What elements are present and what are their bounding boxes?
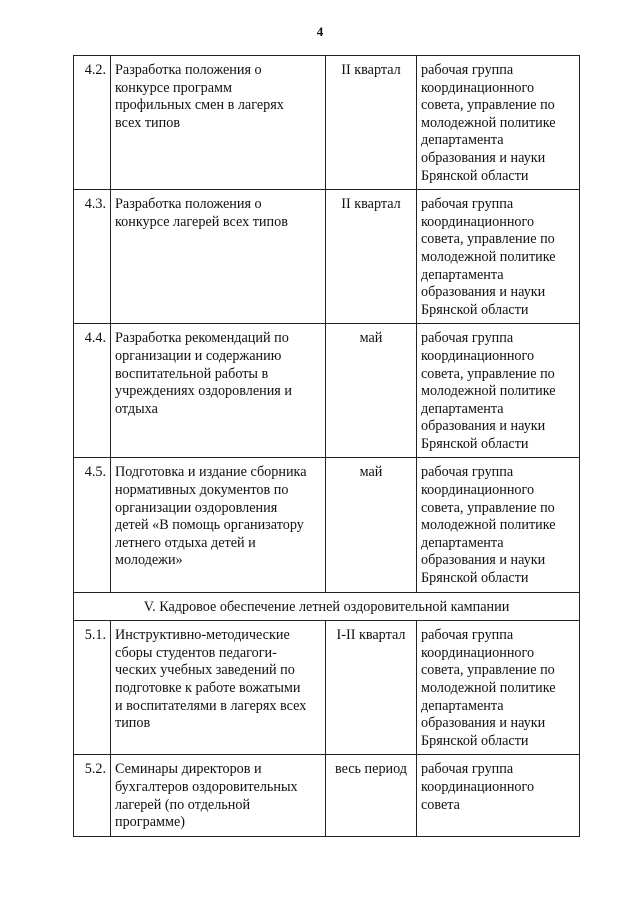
- table-row: [74, 458, 580, 592]
- table-row: [74, 755, 580, 836]
- item-term: II квартал: [326, 56, 417, 190]
- item-task: Подготовка и издание сборника нормативных документов по организации оздоровления детей «В помощь организатору летнего отдыха детей и молодежи»: [111, 458, 326, 592]
- item-executor: рабочая группа координационного совета, управление по молодежной политике департамента образования и науки Брянской области: [417, 621, 580, 755]
- item-term: I-II квартал: [326, 621, 417, 755]
- item-number: 4.5.: [74, 458, 111, 592]
- item-executor: рабочая группа координационного совета, управление по молодежной политике департамента образования и науки Брянской области: [417, 190, 580, 324]
- item-executor: рабочая группа координационного совета: [417, 755, 580, 836]
- item-number: 4.3.: [74, 190, 111, 324]
- item-number: 5.2.: [74, 755, 111, 836]
- plan-table: [73, 55, 580, 837]
- item-executor: рабочая группа координационного совета, управление по молодежной политике департамента образования и науки Брянской области: [417, 458, 580, 592]
- item-term: май: [326, 324, 417, 458]
- item-task: Разработка рекомендаций по организации и содержанию воспитательной работы в учреждениях оздоровления и отдыха: [111, 324, 326, 458]
- page-number: 4: [316, 24, 324, 39]
- item-term: весь период: [326, 755, 417, 836]
- table-row: [74, 56, 580, 190]
- table-row: [74, 190, 580, 324]
- section-header-row: [74, 592, 580, 621]
- table-row: [74, 324, 580, 458]
- item-number: 4.2.: [74, 56, 111, 190]
- item-executor: рабочая группа координационного совета, управление по молодежной политике департамента образования и науки Брянской области: [417, 324, 580, 458]
- item-task: Семинары директоров и бухгалтеров оздоровительных лагерей (по отдельной программе): [111, 755, 326, 836]
- item-executor: рабочая группа координационного совета, управление по молодежной политике департамента образования и науки Брянской области: [417, 56, 580, 190]
- item-task: Разработка положения о конкурсе лагерей всех типов: [111, 190, 326, 324]
- item-number: 5.1.: [74, 621, 111, 755]
- item-term: май: [326, 458, 417, 592]
- item-task: Инструктивно-методические сборы студентов педагоги- ческих учебных заведений по подготовке к работе вожатыми и воспитателями в лагерях всех типов: [111, 621, 326, 755]
- item-task: Разработка положения о конкурсе программ профильных смен в лагерях всех типов: [111, 56, 326, 190]
- section-title: V. Кадровое обеспечение летней оздоровительной кампании: [74, 592, 580, 621]
- item-number: 4.4.: [74, 324, 111, 458]
- table-row: [74, 621, 580, 755]
- item-term: II квартал: [326, 190, 417, 324]
